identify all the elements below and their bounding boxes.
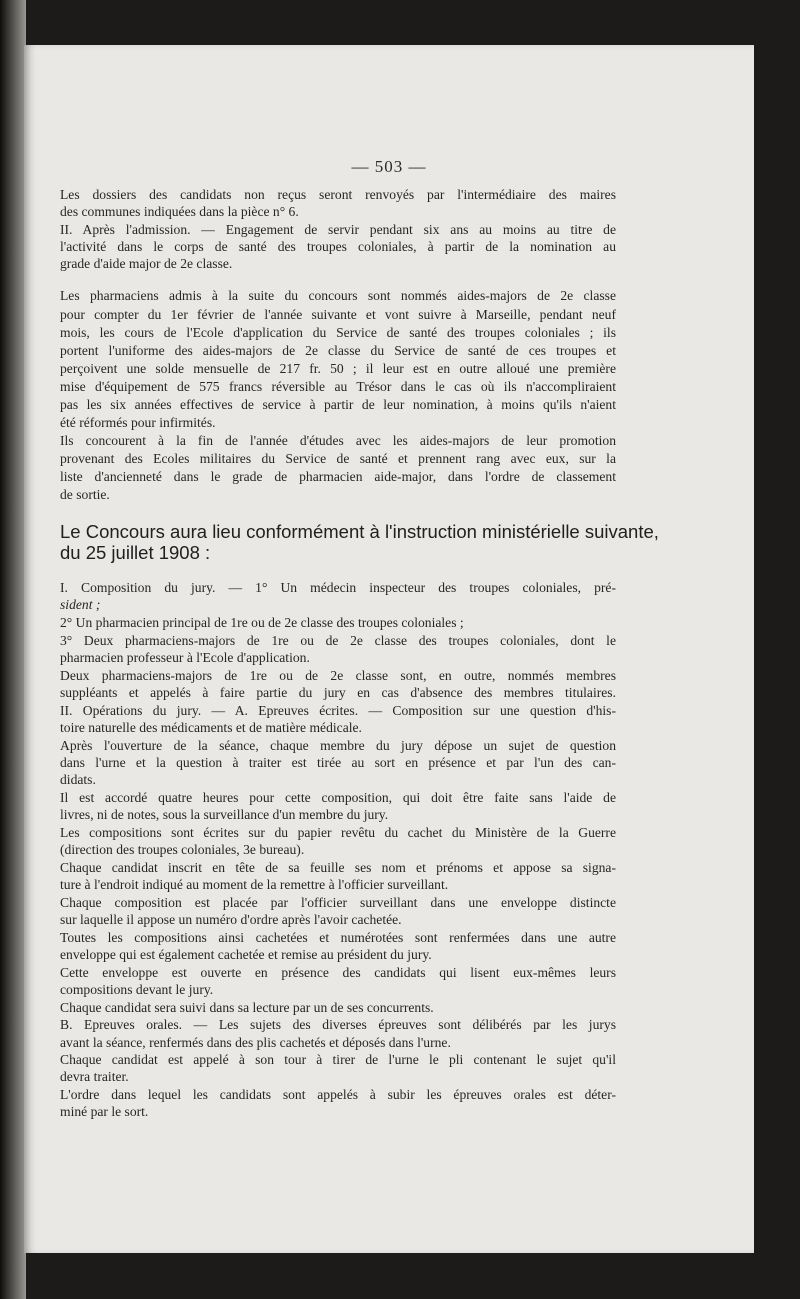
text-line: B. Epreuves orales. — Les sujets des diverses épreuves sont délibérés par les jurys (60, 1017, 616, 1032)
text-line: liste d'ancienneté dans le grade de pharmacien aide-major, dans l'ordre de classement (60, 469, 616, 484)
text-line: Chaque composition est placée par l'officier surveillant dans une enveloppe distincte (60, 895, 616, 910)
text-line: L'ordre dans lequel les candidats sont appelés à subir les épreuves orales est déter- (60, 1087, 616, 1102)
text-line: mise d'équipement de 575 francs réversible au Trésor dans le cas où ils n'accompliraient (60, 379, 616, 394)
text-line: Ils concourent à la fin de l'année d'études avec les aides-majors de leur promotion (60, 433, 616, 448)
text-line: livres, ni de notes, sous la surveillance d'un membre du jury. (60, 807, 389, 822)
page-number: — 503 — (351, 157, 427, 176)
text-line: Après l'ouverture de la séance, chaque membre du jury dépose un sujet de question (60, 738, 616, 753)
text-line: pharmacien professeur à l'Ecole d'application. (60, 650, 310, 665)
text-line: didats. (60, 772, 96, 787)
text-line: de sortie. (60, 487, 110, 502)
text-line: (direction des troupes coloniales, 3e bureau). (60, 842, 305, 857)
text-line: l'activité dans le corps de santé des troupes coloniales, à partir de la nomination au (60, 239, 616, 254)
text-line: suppléants et appelés à faire partie du jury en cas d'absence des membres titulaires. (60, 685, 616, 700)
text-line: Il est accordé quatre heures pour cette composition, qui doit être faite sans l'aide de (60, 790, 616, 805)
text-line: Deux pharmaciens-majors de 1re ou de 2e classe sont, en outre, nommés membres (60, 668, 616, 683)
text-line: 3° Deux pharmaciens-majors de 1re ou de 2e classe des troupes coloniales, dont le (60, 633, 616, 648)
text-line: toire naturelle des médicaments et de matière médicale. (60, 720, 362, 735)
text-line: II. Après l'admission. — Engagement de servir pendant six ans au moins au titre de (60, 222, 616, 237)
text-line: Toutes les compositions ainsi cachetées et numérotées sont renfermées dans une autre (60, 930, 616, 945)
text-line: miné par le sort. (60, 1104, 149, 1119)
text-line: dans l'urne et la question à traiter est tirée au sort en présence et par l'un des can- (60, 755, 616, 770)
text-line: compositions devant le jury. (60, 982, 214, 997)
text-line: sur laquelle il appose un numéro d'ordre après l'avoir cachetée. (60, 912, 402, 927)
section-heading: du 25 juillet 1908 : (60, 542, 211, 563)
text-line: des communes indiquées dans la pièce n° 6. (60, 204, 299, 219)
text-line: Cette enveloppe est ouverte en présence des candidats qui lisent eux-mêmes leurs (60, 965, 616, 980)
text-line: pas les six années effectives de service à partir de leur nomination, à moins qu'ils n'aient (60, 397, 616, 412)
text-line: ture à l'endroit indiqué au moment de la remettre à l'officier surveillant. (60, 877, 449, 892)
text-line: Les dossiers des candidats non reçus seront renvoyés par l'intermédiaire des maires (60, 187, 616, 202)
book-binding-edge (0, 0, 26, 1299)
text-line: devra traiter. (60, 1069, 129, 1084)
book-page (24, 45, 754, 1253)
text-line: été réformés pour infirmités. (60, 415, 216, 430)
text-line: perçoivent une solde mensuelle de 217 fr. 50 ; il leur est en outre alloué une première (60, 361, 616, 376)
text-line: portent l'uniforme des aides-majors de 2e classe du Service de santé de ces troupes et (60, 343, 616, 358)
text-line: II. Opérations du jury. — A. Epreuves écrites. — Composition sur une question d'his- (60, 703, 616, 718)
text-line: Chaque candidat est appelé à son tour à tirer de l'urne le pli contenant le sujet qu'il (60, 1052, 616, 1067)
text-line: sident ; (60, 597, 101, 612)
text-line: mois, les cours de l'Ecole d'application du Service de santé des troupes coloniales ; ils (60, 325, 616, 340)
section-heading: Le Concours aura lieu conformément à l'instruction ministérielle suivante, (60, 521, 659, 542)
text-line: avant la séance, renfermés dans des plis cachetés et déposés dans l'urne. (60, 1035, 451, 1050)
text-line: I. Composition du jury. — 1° Un médecin inspecteur des troupes coloniales, pré- (60, 580, 616, 595)
text-line: enveloppe qui est également cachetée et remise au président du jury. (60, 947, 432, 962)
text-line: Les compositions sont écrites sur du papier revêtu du cachet du Ministère de la Guerre (60, 825, 616, 840)
text-line: Chaque candidat sera suivi dans sa lecture par un de ses concurrents. (60, 1000, 434, 1015)
text-line: Chaque candidat inscrit en tête de sa feuille ses nom et prénoms et appose sa signa- (60, 860, 616, 875)
text-line: 2° Un pharmacien principal de 1re ou de 2e classe des troupes coloniales ; (60, 615, 464, 630)
text-line: Les pharmaciens admis à la suite du concours sont nommés aides-majors de 2e classe (60, 288, 616, 303)
text-line: grade d'aide major de 2e classe. (60, 256, 233, 271)
text-line: provenant des Ecoles militaires du Service de santé et prennent rang avec eux, sur la (60, 451, 616, 466)
text-line: pour compter du 1er février de l'année suivante et vont suivre à Marseille, pendant neuf (60, 307, 616, 322)
